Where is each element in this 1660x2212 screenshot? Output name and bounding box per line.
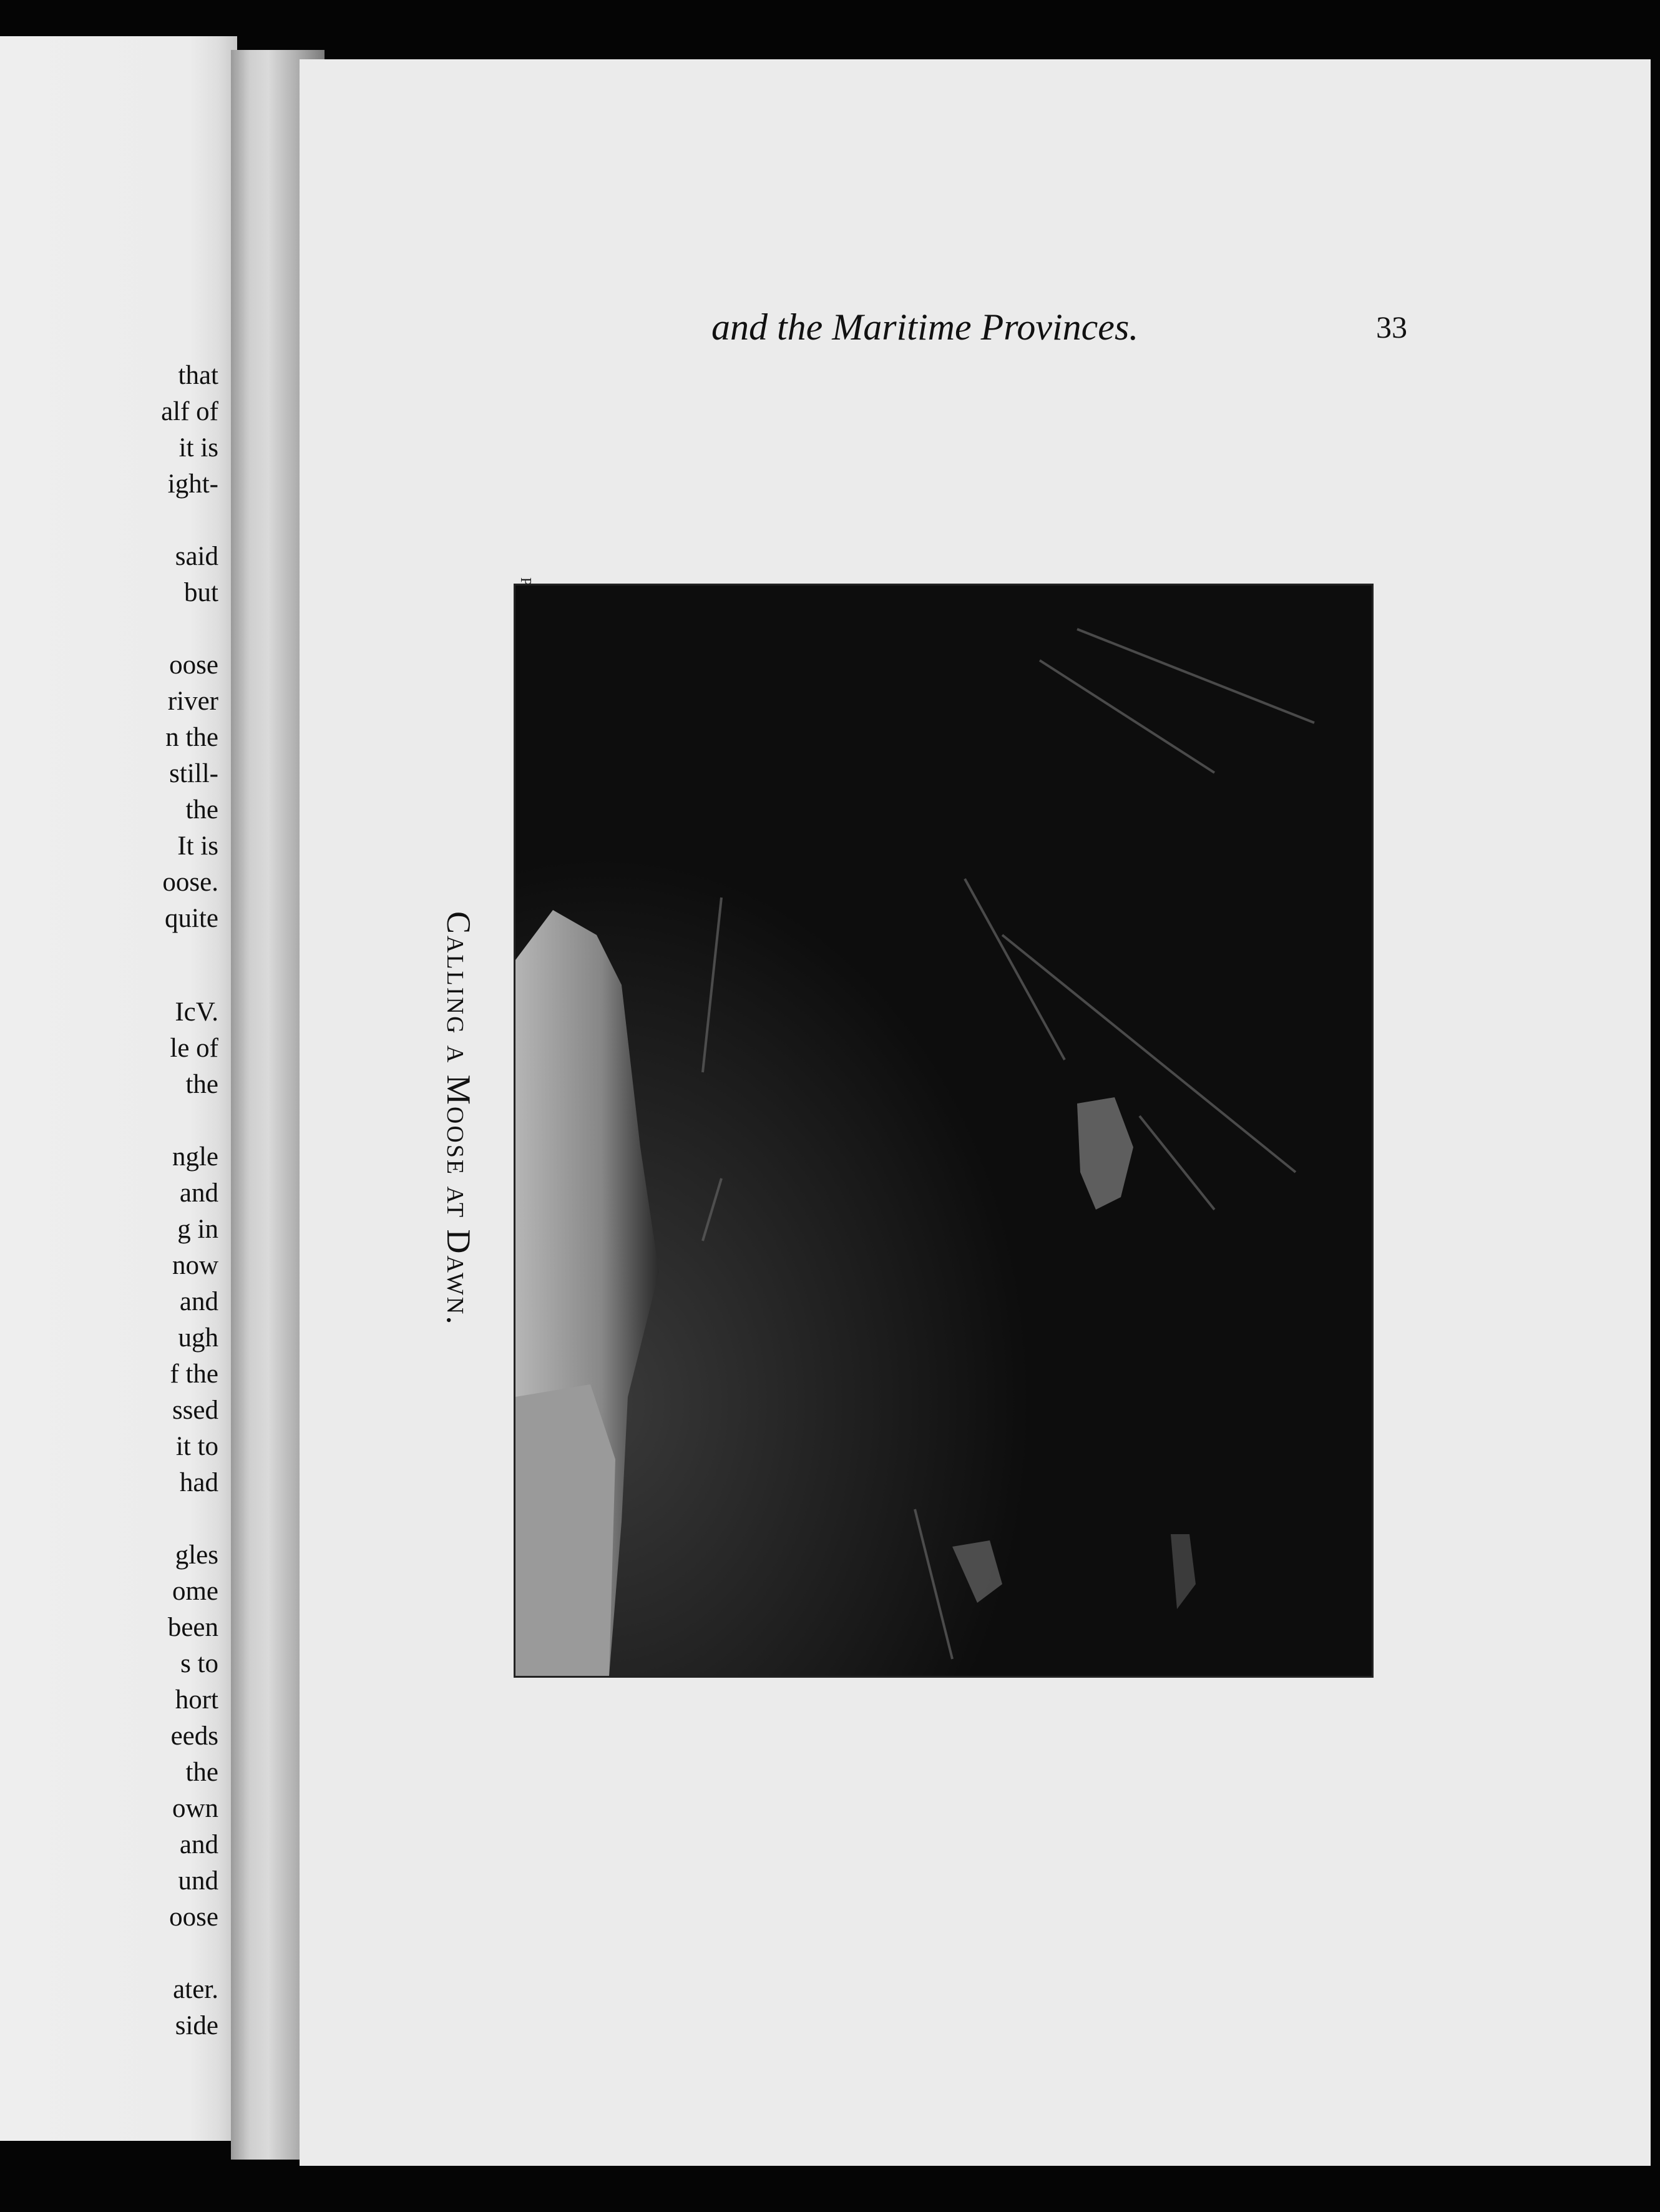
facing-page-line: that: [178, 361, 218, 390]
facing-page-line: side: [175, 2011, 218, 2040]
facing-page-line: ome: [172, 1577, 218, 1606]
facing-page-line: hort: [175, 1685, 218, 1715]
facing-page-line: now: [172, 1251, 218, 1280]
facing-page-line: IcV.: [175, 997, 218, 1027]
facing-page-line: It is: [177, 831, 218, 861]
facing-page-line: eeds: [170, 1721, 218, 1751]
facing-page-line: had: [179, 1468, 218, 1497]
facing-page-line: and: [179, 1178, 218, 1208]
facing-page-line: ight-: [167, 469, 218, 499]
facing-page-line: the: [185, 795, 218, 825]
facing-page-line: still-: [169, 759, 218, 788]
facing-page-line: quite: [165, 904, 218, 933]
running-head: and the Maritime Provinces.: [711, 306, 1139, 348]
facing-page-line: s to: [180, 1649, 218, 1678]
facing-page-line: river: [167, 687, 218, 716]
facing-page-line: ater.: [173, 1975, 218, 2004]
facing-page-line: oose: [169, 650, 218, 680]
facing-page: [0, 36, 237, 2141]
facing-page-line: ngle: [172, 1142, 218, 1172]
facing-page-line: the: [185, 1758, 218, 1787]
facing-page-line: oose.: [162, 868, 218, 897]
facing-page-line: n the: [165, 723, 218, 752]
facing-page-line: the: [185, 1070, 218, 1099]
page-number: 33: [1376, 310, 1407, 345]
plate-caption: Calling a Moose at Dawn.: [440, 911, 477, 1326]
moose-photograph: [515, 585, 1372, 1676]
bottom-edge-shadow: [0, 2166, 1660, 2212]
facing-page-line: it to: [175, 1432, 218, 1461]
facing-page-line: said: [175, 542, 218, 571]
facing-page-line: ssed: [172, 1396, 218, 1425]
facing-page-line: oose: [169, 1902, 218, 1932]
facing-page-line: ugh: [178, 1323, 218, 1353]
facing-page-line: f the: [170, 1359, 218, 1389]
facing-page-line: and: [179, 1287, 218, 1316]
facing-page-line: gles: [175, 1540, 218, 1570]
facing-page-line: le of: [170, 1034, 218, 1063]
page: [300, 59, 1651, 2166]
facing-page-line: been: [167, 1613, 218, 1642]
facing-page-line: but: [184, 578, 218, 607]
plate-frame: [514, 584, 1374, 1678]
facing-page-line: it is: [178, 433, 218, 462]
facing-page-line: and: [179, 1830, 218, 1859]
facing-page-line: alf of: [161, 397, 218, 426]
facing-page-line: own: [172, 1794, 218, 1823]
facing-page-line: g in: [177, 1215, 218, 1244]
facing-page-line: und: [178, 1866, 218, 1896]
